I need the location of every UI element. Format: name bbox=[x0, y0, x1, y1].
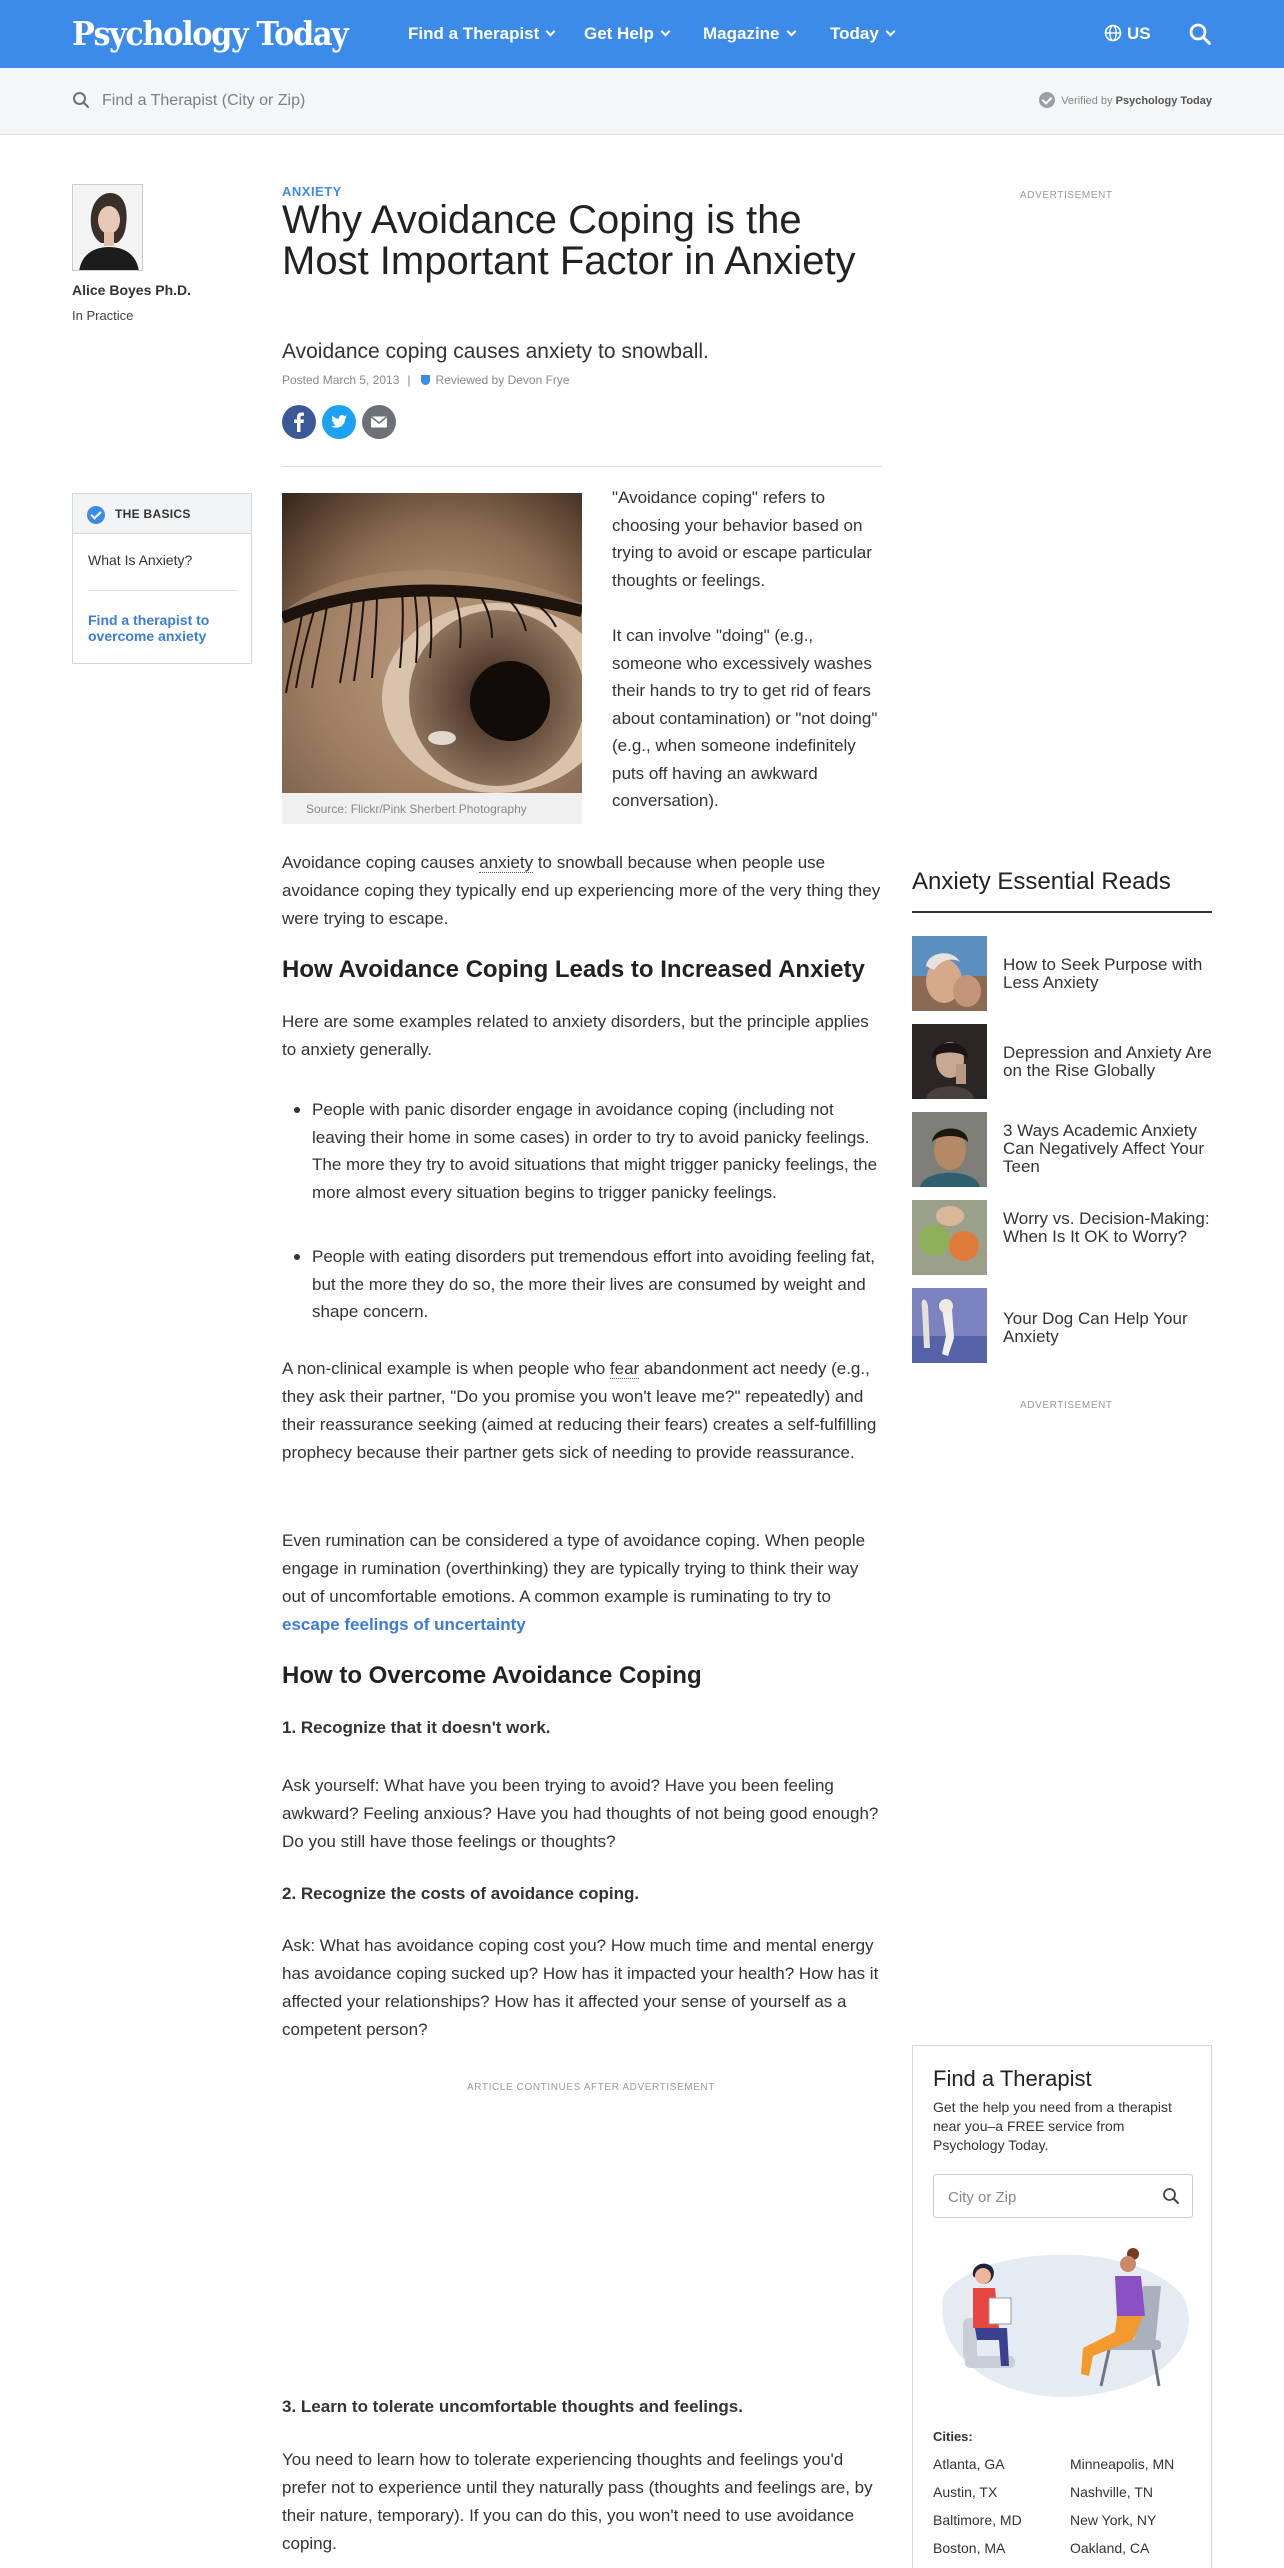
search-icon bbox=[72, 91, 90, 109]
city-link[interactable]: Austin, TX bbox=[933, 2484, 998, 2500]
anxiety-term-link[interactable]: anxiety bbox=[479, 853, 534, 872]
chevron-down-icon bbox=[885, 27, 895, 37]
essential-read-link-1[interactable]: How to Seek Purpose with Less Anxiety bbox=[1003, 955, 1203, 992]
top-navbar bbox=[0, 0, 1284, 68]
essential-read-link-2[interactable]: Depression and Anxiety Are on the Rise Globally bbox=[1003, 1043, 1212, 1080]
essential-read-link-5[interactable]: Your Dog Can Help Your Anxiety bbox=[1003, 1309, 1188, 1346]
topic-tag[interactable]: ANXIETY bbox=[282, 184, 342, 199]
nav-label: Magazine bbox=[703, 24, 780, 43]
therapy-session-illustration bbox=[933, 2236, 1195, 2406]
chevron-down-icon bbox=[546, 27, 556, 37]
nav-find-therapist[interactable] bbox=[408, 24, 554, 44]
section-heading-overcome: How to Overcome Avoidance Coping bbox=[282, 1662, 702, 1689]
body-paragraph-3 bbox=[282, 1355, 882, 1467]
search-icon[interactable] bbox=[1162, 2187, 1180, 2205]
nav-label: Today bbox=[830, 24, 879, 43]
city-zip-input[interactable] bbox=[933, 2174, 1193, 2218]
body-paragraph-4 bbox=[282, 1527, 882, 1639]
essential-read-thumbnail[interactable] bbox=[912, 936, 987, 1011]
city-link[interactable]: New York, NY bbox=[1070, 2512, 1157, 2528]
body-paragraph-7: You need to learn how to tolerate experiencing thoughts and feelings you'd prefer not to experience until they naturally pass (thoughts and feelings are, by their nature, temporary). If you can do this, you won't need to use avoidance coping. bbox=[282, 2450, 873, 2553]
essential-reads-title: Anxiety Essential Reads bbox=[912, 868, 1171, 895]
twitter-icon bbox=[322, 405, 356, 439]
intro-paragraph-1: "Avoidance coping" refers to choosing your behavior based on trying to avoid or escape particular thoughts or feelings. bbox=[612, 488, 872, 590]
basics-link-find-therapist[interactable]: Find a therapist to overcome anxiety bbox=[88, 612, 210, 644]
find-therapist-title: Find a Therapist bbox=[933, 2066, 1092, 2091]
region-selector[interactable]: US bbox=[1127, 24, 1151, 43]
reviewed-by[interactable]: Reviewed by Devon Frye bbox=[435, 373, 570, 387]
fear-term-link[interactable]: fear bbox=[609, 1359, 640, 1378]
essential-read-thumbnail[interactable] bbox=[912, 1024, 987, 1099]
shield-icon bbox=[421, 375, 430, 385]
advertisement-label: ADVERTISEMENT bbox=[1020, 190, 1113, 201]
essential-reads-divider bbox=[912, 911, 1212, 913]
find-therapist-description: Get the help you need from a therapist near you–a FREE service from Psychology Today. bbox=[933, 2099, 1172, 2153]
body-paragraph-5: Ask yourself: What have you been trying to avoid? Have you been feeling awkward? Feeling anxious? Have you had thoughts of not being good enough? Do you still have those feelings or thoughts? bbox=[282, 1776, 879, 1851]
paragraph-text: to snowball because when people use avoidance coping they typically end up experiencing more of the very thing they were trying to escape. bbox=[282, 853, 881, 928]
verified-brand: Psychology Today bbox=[1115, 94, 1212, 107]
facebook-share-button[interactable] bbox=[282, 405, 316, 439]
envelope-icon bbox=[362, 405, 396, 439]
city-link[interactable]: Boston, MA bbox=[933, 2540, 1006, 2556]
city-link[interactable]: Atlanta, GA bbox=[933, 2456, 1005, 2472]
basics-link-what-is-anxiety[interactable]: What Is Anxiety? bbox=[88, 552, 193, 568]
check-circle-icon bbox=[87, 506, 105, 524]
posted-date: Posted March 5, 2013 bbox=[282, 373, 400, 387]
globe-icon[interactable] bbox=[1104, 24, 1122, 42]
twitter-share-button[interactable] bbox=[322, 405, 356, 439]
article-meta bbox=[282, 373, 570, 387]
city-link[interactable]: Baltimore, MD bbox=[933, 2512, 1022, 2528]
article-title: Why Avoidance Coping is the Most Important Factor in Anxiety bbox=[282, 198, 856, 283]
the-basics-box bbox=[72, 493, 252, 664]
verified-badge bbox=[1039, 93, 1212, 109]
nav-label: Find a Therapist bbox=[408, 24, 540, 43]
body-paragraph-2: Here are some examples related to anxiety disorders, but the principle applies to anxiety generally. bbox=[282, 1012, 869, 1059]
city-zip-placeholder: City or Zip bbox=[948, 2189, 1017, 2206]
city-link[interactable]: Oakland, CA bbox=[1070, 2540, 1150, 2556]
therapist-search-bar bbox=[0, 68, 1284, 135]
city-link[interactable]: Nashville, TN bbox=[1070, 2484, 1153, 2500]
chevron-down-icon bbox=[660, 27, 670, 37]
nav-today[interactable] bbox=[830, 24, 894, 44]
author-avatar[interactable] bbox=[72, 184, 143, 271]
paragraph-text: Avoidance coping causes bbox=[282, 853, 480, 872]
nav-label: Get Help bbox=[584, 24, 654, 43]
body-paragraph-6: Ask: What has avoidance coping cost you? How much time and mental energy has avoidance coping sucked up? How has it impacted your health? How has it affected your relationships? How has it affected your sense of yourself as a competent person? bbox=[282, 1936, 879, 2039]
photo-caption: Source: Flickr/Pink Sherbert Photography bbox=[282, 793, 582, 824]
therapist-search-input[interactable]: Find a Therapist (City or Zip) bbox=[102, 92, 306, 109]
step-heading-3: 3. Learn to tolerate uncomfortable thoughts and feelings. bbox=[282, 2397, 743, 2416]
nav-get-help[interactable] bbox=[584, 24, 669, 44]
step-heading-2: 2. Recognize the costs of avoidance coping. bbox=[282, 1884, 640, 1903]
step-heading-1: 1. Recognize that it doesn't work. bbox=[282, 1718, 551, 1737]
find-therapist-widget bbox=[912, 2045, 1212, 2568]
essential-read-thumbnail[interactable] bbox=[912, 1288, 987, 1363]
author-blog-name[interactable]: In Practice bbox=[72, 308, 134, 323]
city-link[interactable]: Minneapolis, MN bbox=[1070, 2456, 1175, 2472]
list-item-eating-disorders: People with eating disorders put tremendous effort into avoiding feeling fat, but the more they do so, the more their lives are consumed by weight and shape concern. bbox=[312, 1243, 882, 1326]
uncertainty-article-link[interactable]: escape feelings of uncertainty bbox=[282, 1615, 526, 1634]
basics-header bbox=[73, 494, 251, 534]
section-heading-increased-anxiety: How Avoidance Coping Leads to Increased Anxiety bbox=[282, 956, 865, 983]
search-icon[interactable] bbox=[1188, 22, 1212, 46]
meta-separator: | bbox=[407, 373, 411, 387]
essential-read-link-3[interactable]: 3 Ways Academic Anxiety Can Negatively Affect Your Teen bbox=[1003, 1121, 1204, 1176]
cities-label: Cities: bbox=[933, 2429, 973, 2444]
facebook-icon bbox=[282, 405, 316, 439]
paragraph-text: Even rumination can be considered a type of avoidance coping. When people engage in rumination (overthinking) they are typically trying to think their way out of uncomfortable emotions. A common example is ruminating to try to bbox=[282, 1531, 866, 1606]
paragraph-text: A non-clinical example is when people who bbox=[282, 1359, 610, 1378]
author-name[interactable]: Alice Boyes Ph.D. bbox=[72, 282, 192, 298]
header-divider bbox=[282, 466, 882, 467]
chevron-down-icon bbox=[786, 27, 796, 37]
email-share-button[interactable] bbox=[362, 405, 396, 439]
list-item-panic-disorder: People with panic disorder engage in avoidance coping (including not leaving their home in some cases) in order to try to avoid panicky feelings. The more they try to avoid situations that might trigger panicky feelings, the more almost every situation begins to trigger panicky feelings. bbox=[312, 1096, 882, 1206]
essential-read-link-4[interactable]: Worry vs. Decision-Making: When Is It OK to Worry? bbox=[1003, 1209, 1210, 1246]
article-continues-label: ARTICLE CONTINUES AFTER ADVERTISEMENT bbox=[467, 2082, 715, 2093]
article-photo-eye bbox=[282, 493, 582, 793]
site-logo[interactable]: Psychology Today bbox=[72, 14, 348, 53]
check-circle-icon bbox=[1039, 92, 1055, 108]
nav-magazine[interactable] bbox=[703, 24, 795, 44]
article-subtitle: Avoidance coping causes anxiety to snowball. bbox=[282, 340, 709, 363]
intro-paragraph-2: It can involve "doing" (e.g., someone who excessively washes their hands to try to get rid of fears about contamination) or "not doing" (e.g., when someone indefinitely puts off having an awkward conversation). bbox=[612, 626, 878, 810]
paragraph-text: abandonment act needy (e.g., they ask their partner, "Do you promise you won't leave me?" repeatedly) and their reassurance seeking (aimed at reducing their fears) creates a self-fulfilling prophecy because their partner gets sick of needing to provide reassurance. bbox=[282, 1359, 877, 1462]
divider bbox=[88, 590, 238, 591]
body-paragraph-1 bbox=[282, 849, 882, 933]
advertisement-label: ADVERTISEMENT bbox=[1020, 1400, 1113, 1411]
essential-read-thumbnail[interactable] bbox=[912, 1200, 987, 1275]
verified-prefix: Verified by bbox=[1061, 94, 1113, 107]
essential-read-thumbnail[interactable] bbox=[912, 1112, 987, 1187]
basics-title: THE BASICS bbox=[115, 507, 191, 521]
